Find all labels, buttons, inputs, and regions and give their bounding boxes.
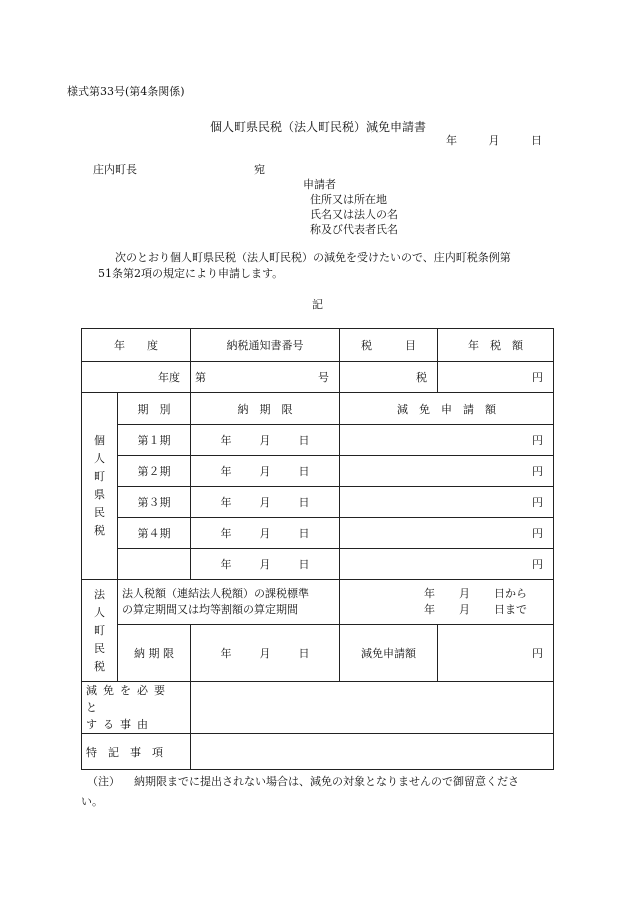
period-name: 第４期 [118, 518, 191, 549]
period-row [82, 518, 554, 549]
fiscal-year-cell: 年度 [82, 362, 191, 393]
date-month: 月 [488, 134, 500, 147]
tax-item-cell: 税 [340, 362, 438, 393]
period-row [82, 425, 554, 456]
corporate-due-row [82, 625, 554, 682]
period-header: 期 別 [118, 393, 191, 425]
period-amount: 円 [340, 518, 554, 549]
date-year: 年 [446, 134, 457, 147]
period-row [82, 456, 554, 487]
body-line2: 51条第2項の規定により申請します。 [98, 267, 284, 280]
period-name [118, 549, 191, 580]
footnote [81, 772, 553, 812]
period-row [82, 549, 554, 580]
period-name: 第２期 [118, 456, 191, 487]
header-notice-number: 納税通知書番号 [191, 329, 340, 362]
body-line1: 次のとおり個人町県民税（法人町民税）の減免を受けたいので、庄内町税条例第 [115, 251, 511, 264]
individual-tax-label: 個 人 町 県 民 税 [82, 393, 118, 580]
corporate-due-date: 年 月 日 [191, 625, 340, 682]
reason-row [82, 682, 554, 734]
note-label: （注） [87, 775, 120, 788]
reason-label: 減免を必要と する事由 [82, 682, 191, 734]
addressee-name: 庄内町長 [93, 163, 137, 176]
applicant-heading: 申請者 [303, 178, 336, 191]
notice-number-cell [191, 362, 340, 393]
ki-heading: 記 [312, 298, 323, 311]
period-due-date: 年 月 日 [191, 456, 340, 487]
go-label: 号 [318, 371, 329, 384]
dai-label: 第 [195, 371, 206, 384]
date-line [446, 132, 542, 148]
period-name: 第３期 [118, 487, 191, 518]
applicant-name-line2: 称及び代表者氏名 [310, 223, 398, 236]
applicant-name-line1: 氏名又は法人の名 [310, 208, 398, 221]
addressee-suffix: 宛 [254, 163, 265, 176]
remarks-field[interactable] [191, 734, 554, 770]
due-header: 納 期 限 [191, 393, 340, 425]
date-day: 日 [531, 134, 542, 147]
tax-info-row [82, 362, 554, 393]
corporate-due-label: 納 期 限 [118, 625, 191, 682]
corporate-request-label: 減免申請額 [340, 625, 438, 682]
corporate-basis-label: 法人税額（連結法人税額）の課税標準 の算定期間又は均等割額の算定期間 [118, 580, 340, 625]
header-tax-item: 税 目 [340, 329, 438, 362]
form-number: 様式第33号(第4条関係) [67, 85, 185, 98]
applicant-address: 住所又は所在地 [310, 193, 387, 206]
amount-header: 減 免 申 請 額 [340, 393, 554, 425]
individual-header-row [82, 393, 554, 425]
reason-field[interactable] [191, 682, 554, 734]
corporate-request-amount: 円 [438, 625, 554, 682]
header-annual-tax: 年 税 額 [438, 329, 554, 362]
header-fiscal-year: 年 度 [82, 329, 191, 362]
period-row [82, 487, 554, 518]
period-amount: 円 [340, 456, 554, 487]
period-name: 第１期 [118, 425, 191, 456]
remarks-row [82, 734, 554, 770]
period-amount: 円 [340, 549, 554, 580]
annual-tax-cell: 円 [438, 362, 554, 393]
application-table [81, 328, 554, 770]
period-due-date: 年 月 日 [191, 549, 340, 580]
corporate-basis-row [82, 580, 554, 625]
table-header-row [82, 329, 554, 362]
period-due-date: 年 月 日 [191, 487, 340, 518]
period-amount: 円 [340, 487, 554, 518]
page-title: 個人町県民税（法人町民税）減免申請書 [210, 120, 427, 134]
note-text: 納期限までに提出されない場合は、減免の対象となりませんので御留意くださ [134, 775, 519, 788]
remarks-label: 特 記 事 項 [82, 734, 191, 770]
period-due-date: 年 月 日 [191, 518, 340, 549]
corporate-tax-label: 法 人 町 民 税 [82, 580, 118, 682]
note-text-end: い。 [81, 795, 103, 808]
corporate-basis-period: 年 月 日から 年 月 日まで [340, 580, 554, 625]
period-due-date: 年 月 日 [191, 425, 340, 456]
period-amount: 円 [340, 425, 554, 456]
